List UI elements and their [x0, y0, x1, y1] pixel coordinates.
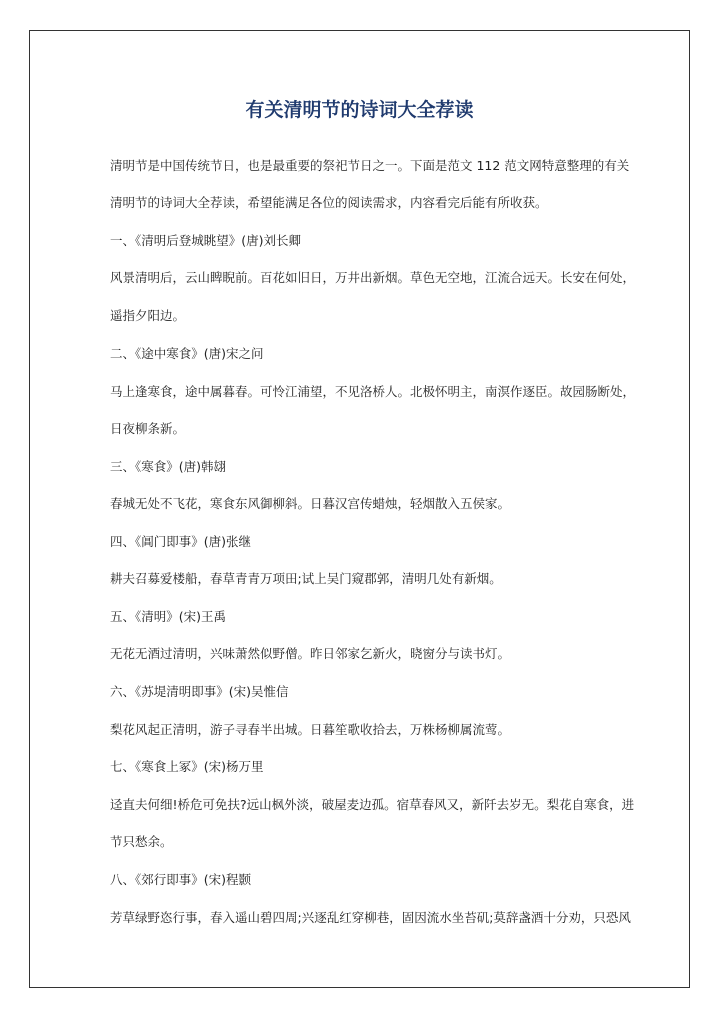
poem-heading-7: 七、《寒食上冢》(宋)杨万里: [110, 759, 264, 774]
poem-text-line: 迳直夫何细!桥危可免扶?远山枫外淡，破屋麦边孤。宿草春风又，新阡去岁无。梨花自寒食，进: [110, 797, 635, 812]
poem-text-line: 梨花风起正清明，游子寻春半出城。日暮笙歌收拾去，万株杨柳属流莺。: [110, 722, 511, 737]
poem-text-line: 风景清明后，云山睥睨前。百花如旧日，万井出新烟。草色无空地，江流合远天。长安在何处，: [110, 270, 636, 285]
poem-text-line: 遥指夕阳边。: [110, 308, 186, 323]
intro-line-2: 清明节的诗词大全荐读，希望能满足各位的阅读需求，内容看完后能有所收获。: [110, 195, 548, 210]
document-title: 有关清明节的诗词大全荐读: [245, 99, 474, 121]
poem-heading-2: 二、《途中寒食》(唐)宋之问: [110, 346, 264, 361]
poem-heading-5: 五、《清明》(宋)王禹: [110, 609, 227, 624]
poem-text-line: 无花无酒过清明，兴味萧然似野僧。昨日邻家乞新火，晓窗分与读书灯。: [110, 646, 511, 661]
intro-line-1: 清明节是中国传统节日，也是最重要的祭祀节日之一。下面是范文 112 范文网特意整理的有关: [110, 158, 630, 173]
poem-text-line: 马上逢寒食，途中属暮春。可怜江浦望，不见洛桥人。北极怀明主，南溟作逐臣。故园肠断处，: [110, 384, 636, 399]
document-page: [29, 30, 690, 988]
poem-heading-8: 八、《郊行即事》(宋)程颢: [110, 872, 252, 887]
poem-text-line: 春城无处不飞花，寒食东风御柳斜。日暮汉宫传蜡烛，轻烟散入五侯家。: [110, 496, 511, 511]
poem-text-line: 节只愁余。: [110, 834, 173, 849]
poem-text-line: 芳草绿野恣行事，春入遥山碧四周;兴逐乱红穿柳巷，固因流水坐苔矶;莫辞盏酒十分劝，只恐风: [110, 910, 631, 925]
poem-text-line: 耕夫召募爱楼船，春草青青万项田;试上吴门窥郡郭，清明几处有新烟。: [110, 571, 502, 586]
poem-text-line: 日夜柳条新。: [110, 421, 186, 436]
poem-heading-1: 一、《清明后登城眺望》(唐)刘长卿: [110, 233, 302, 248]
poem-heading-3: 三、《寒食》(唐)韩翃: [110, 459, 227, 474]
poem-heading-6: 六、《苏堤清明即事》(宋)吴惟信: [110, 684, 289, 699]
poem-heading-4: 四、《阊门即事》(唐)张继: [110, 534, 252, 549]
